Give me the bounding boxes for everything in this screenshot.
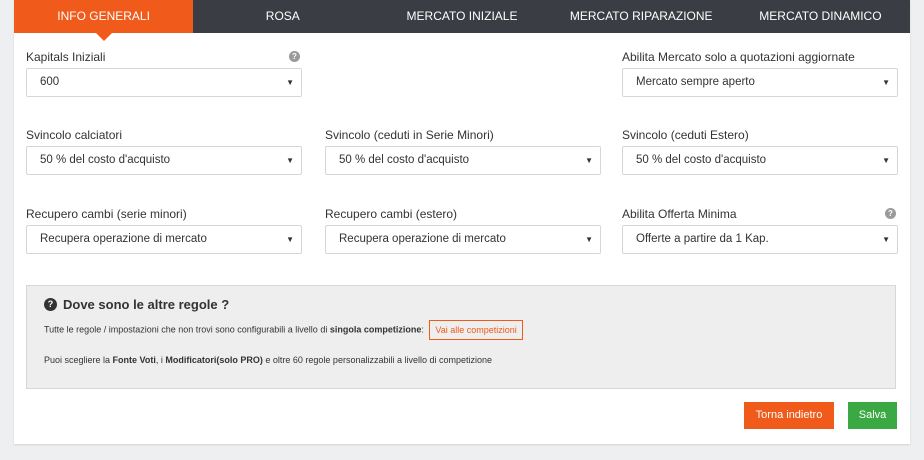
kapitals-label: Kapitals Iniziali	[26, 50, 106, 64]
go-to-competitions-link[interactable]: Vai alle competizioni	[429, 320, 522, 340]
tab-rosa[interactable]: ROSA	[265, 9, 300, 23]
recupero-minori-label: Recupero cambi (serie minori)	[26, 207, 187, 221]
caret-down-icon: ▼	[286, 235, 294, 244]
back-button[interactable]: Torna indietro	[744, 402, 834, 429]
recupero-estero-label: Recupero cambi (estero)	[325, 207, 458, 221]
caret-down-icon: ▼	[585, 156, 593, 165]
recupero-estero-field	[325, 206, 601, 245]
save-button[interactable]: Salva	[848, 402, 897, 429]
other-rules-line-1	[44, 320, 523, 340]
info-text: :	[421, 324, 424, 335]
svincolo-calciatori-value: 50 % del costo d'acquisto	[40, 154, 171, 166]
mercato-quotazioni-select[interactable]	[622, 68, 898, 97]
other-rules-panel	[26, 285, 896, 389]
svincolo-minori-select[interactable]	[325, 146, 601, 175]
mercato-quotazioni-field	[622, 49, 898, 88]
tab-mercato-iniziale[interactable]: MERCATO INIZIALE	[406, 9, 518, 23]
caret-down-icon: ▼	[286, 78, 294, 87]
info-text: Puoi scegliere la	[44, 355, 113, 365]
svincolo-minori-value: 50 % del costo d'acquisto	[339, 154, 470, 166]
svincolo-calciatori-select[interactable]	[26, 146, 302, 175]
other-rules-title-text: Dove sono le altre regole ?	[63, 297, 230, 312]
caret-down-icon: ▼	[882, 235, 890, 244]
svincolo-minori-field	[325, 127, 601, 166]
info-bold-text: singola competizione	[329, 324, 422, 335]
other-rules-title	[44, 297, 229, 312]
svincolo-calciatori-label: Svincolo calciatori	[26, 128, 123, 142]
offerta-minima-value: Offerte a partire da 1 Kap.	[636, 233, 769, 245]
svincolo-estero-value: 50 % del costo d'acquisto	[636, 154, 767, 166]
offerta-minima-label: Abilita Offerta Minima	[622, 207, 737, 221]
recupero-minori-field	[26, 206, 302, 245]
help-icon[interactable]: ?	[289, 51, 300, 62]
caret-down-icon: ▼	[882, 78, 890, 87]
tab-bar	[14, 0, 910, 33]
help-icon[interactable]: ?	[885, 208, 896, 219]
recupero-minori-select[interactable]	[26, 225, 302, 254]
tab-info-generali[interactable]: INFO GENERALI	[14, 0, 193, 33]
info-text: Tutte le regole / impostazioni che non trovi sono configurabili a livello di	[44, 324, 330, 335]
kapitals-value: 600	[40, 76, 60, 88]
info-text: e oltre 60 regole personalizzabili a livello di competizione	[262, 355, 493, 365]
recupero-estero-value: Recupera operazione di mercato	[339, 233, 506, 245]
kapitals-field	[26, 49, 302, 88]
tab-mercato-dinamico[interactable]: MERCATO DINAMICO	[759, 9, 882, 23]
offerta-minima-field	[622, 206, 898, 245]
caret-down-icon: ▼	[585, 235, 593, 244]
svincolo-calciatori-field	[26, 127, 302, 166]
mercato-quotazioni-label: Abilita Mercato solo a quotazioni aggiornate	[622, 50, 855, 64]
kapitals-select[interactable]	[26, 68, 302, 97]
mercato-quotazioni-value: Mercato sempre aperto	[636, 76, 755, 88]
recupero-minori-value: Recupera operazione di mercato	[40, 233, 207, 245]
svincolo-estero-select[interactable]	[622, 146, 898, 175]
offerta-minima-select[interactable]	[622, 225, 898, 254]
svincolo-estero-label: Svincolo (ceduti Estero)	[622, 128, 749, 142]
caret-down-icon: ▼	[286, 156, 294, 165]
caret-down-icon: ▼	[882, 156, 890, 165]
other-rules-line-2	[44, 355, 492, 365]
recupero-estero-select[interactable]	[325, 225, 601, 254]
info-bold-text: Fonte Voti	[112, 355, 156, 365]
question-circle-icon: ?	[44, 298, 57, 311]
tab-mercato-riparazione[interactable]: MERCATO RIPARAZIONE	[569, 9, 713, 23]
svincolo-estero-field	[622, 127, 898, 166]
info-text: , i	[155, 355, 166, 365]
svincolo-minori-label: Svincolo (ceduti in Serie Minori)	[325, 128, 494, 142]
info-bold-text: Modificatori(solo PRO)	[165, 355, 263, 365]
settings-card	[14, 0, 910, 444]
